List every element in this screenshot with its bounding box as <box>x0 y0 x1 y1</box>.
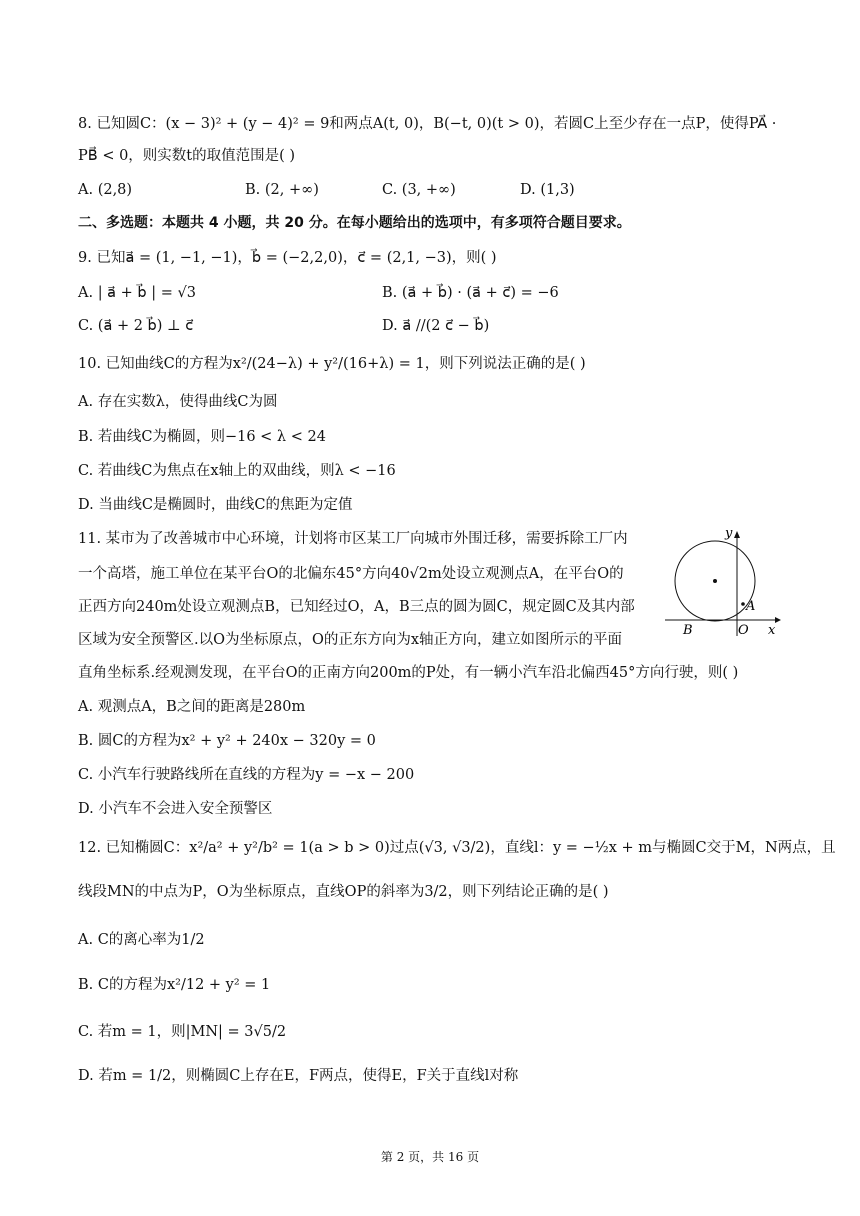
q8-option-d: D. (1,3) <box>520 182 575 198</box>
q8-option-c: C. (3, +∞) <box>382 182 456 198</box>
q9-option-a: A. | a⃗ + b⃗ | = √3 <box>78 285 196 301</box>
q11-stem-line2: 一个高塔，施工单位在某平台O的北偏东45°方向40√2m处设立观测点A，在平台O的 <box>78 566 624 582</box>
q12-option-d: D. 若m = 1/2，则椭圆C上存在E，F两点，使得E，F关于直线l对称 <box>78 1068 519 1084</box>
q11-stem-line5: 直角坐标系.经观测发现，在平台O的正南方向200m的P处，有一辆小汽车沿北偏西45°方向行驶，则( ) <box>78 665 739 681</box>
section-header-multi-choice: 二、多选题：本题共 4 小题，共 20 分。在每小题给出的选项中，有多项符合题目要求。 <box>78 215 631 231</box>
y-axis-arrow-icon <box>734 531 740 538</box>
q9-stem: 9. 已知a⃗ = (1, −1, −1)，b⃗ = (−2,2,0)，c⃗ = (2,1, −3)，则( ) <box>78 250 497 266</box>
x-axis-arrow-icon <box>775 617 781 623</box>
circle-center-dot <box>713 579 717 583</box>
q11-option-a: A. 观测点A，B之间的距离是280m <box>78 699 306 715</box>
q11-stem-line4: 区域为安全预警区.以O为坐标原点，O的正东方向为x轴正方向，建立如图所示的平面 <box>78 632 623 648</box>
q9-option-b: B. (a⃗ + b⃗) · (a⃗ + c⃗) = −6 <box>382 285 559 301</box>
q12-stem-line1: 12. 已知椭圆C：x²/a² + y²/b² = 1(a > b > 0)过点(√3, √3/2)，直线l：y = −½x + m与椭圆C交于M，N两点，且 <box>78 840 836 856</box>
q9-option-d: D. a⃗ //(2 c⃗ − b⃗) <box>382 318 490 334</box>
q10-option-d: D. 当曲线C是椭圆时，曲线C的焦距为定值 <box>78 497 353 513</box>
q12-option-c: C. 若m = 1，则|MN| = 3√5/2 <box>78 1024 287 1040</box>
q12-option-b: B. C的方程为x²/12 + y² = 1 <box>78 977 271 993</box>
point-b-label: B <box>683 623 693 638</box>
q10-option-c: C. 若曲线C为焦点在x轴上的双曲线，则λ < −16 <box>78 463 396 479</box>
y-axis-label: y <box>725 526 733 541</box>
q12-stem-line2: 线段MN的中点为P，O为坐标原点，直线OP的斜率为3/2，则下列结论正确的是( ) <box>78 884 609 900</box>
q12-option-a: A. C的离心率为1/2 <box>78 932 205 948</box>
q11-option-c: C. 小汽车行驶路线所在直线的方程为y = −x − 200 <box>78 767 415 783</box>
q8-stem-line1: 8. 已知圆C：(x − 3)² + (y − 4)² = 9和两点A(t, 0)，B(−t, 0)(t > 0)，若圆C上至少存在一点P，使得PA⃗ · <box>78 116 777 132</box>
q11-stem-line3: 正西方向240m处设立观测点B，已知经过O，A，B三点的圆为圆C，规定圆C及其内部 <box>78 599 635 615</box>
point-a-label: A <box>746 599 756 614</box>
q10-stem: 10. 已知曲线C的方程为x²/(24−λ) + y²/(16+λ) = 1，则下列说法正确的是( ) <box>78 356 586 372</box>
q10-option-a: A. 存在实数λ，使得曲线C为圆 <box>78 394 278 410</box>
q10-option-b: B. 若曲线C为椭圆，则−16 < λ < 24 <box>78 429 326 445</box>
q11-option-d: D. 小汽车不会进入安全预警区 <box>78 801 273 817</box>
point-a-dot <box>741 602 745 606</box>
x-axis-label: x <box>768 623 776 638</box>
q11-option-b: B. 圆C的方程为x² + y² + 240x − 320y = 0 <box>78 733 376 749</box>
q8-option-b: B. (2, +∞) <box>245 182 319 198</box>
page-footer: 第 2 页，共 16 页 <box>380 1150 480 1164</box>
q11-coordinate-figure <box>665 524 785 640</box>
origin-label: O <box>738 623 749 638</box>
q8-stem-line2: PB⃗ < 0，则实数t的取值范围是( ) <box>78 148 296 164</box>
q9-option-c: C. (a⃗ + 2 b⃗) ⊥ c⃗ <box>78 318 194 334</box>
q11-stem-line1: 11. 某市为了改善城市中心环境，计划将市区某工厂向城市外围迁移，需要拆除工厂内 <box>78 531 628 547</box>
q8-option-a: A. (2,8) <box>78 182 133 198</box>
